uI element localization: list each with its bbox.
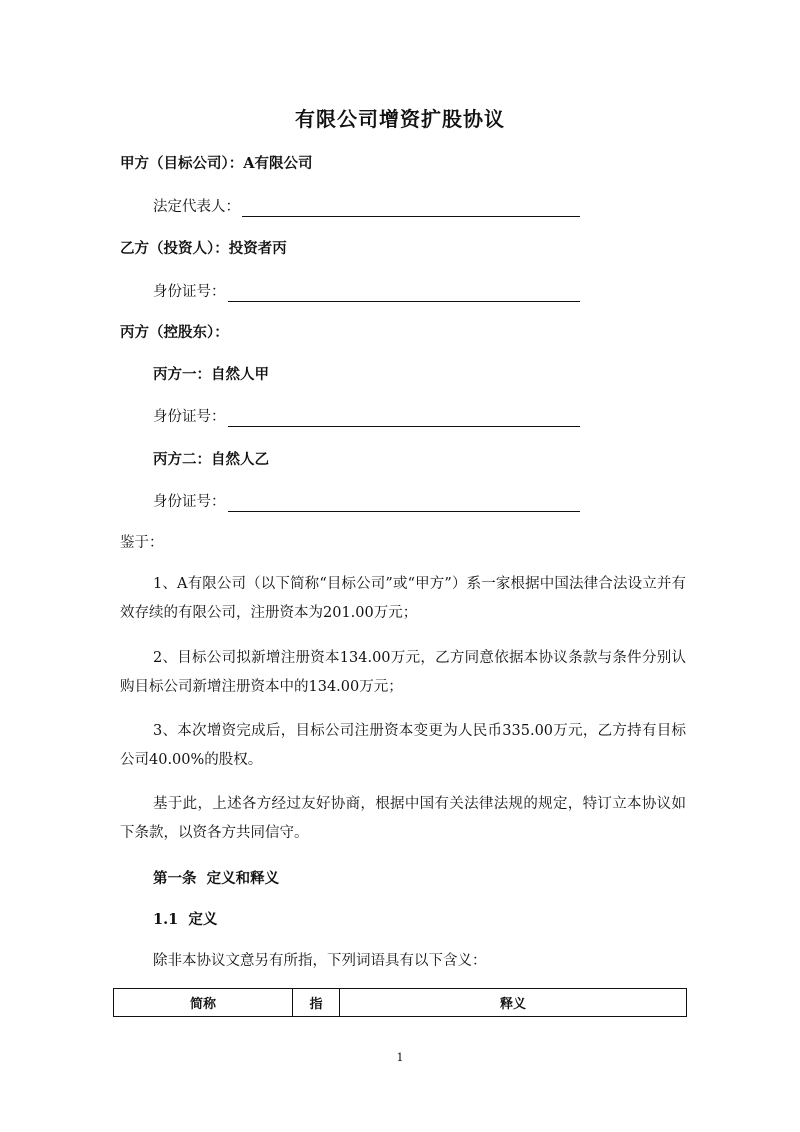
definitions-header-refers: 指 bbox=[293, 989, 340, 1017]
party-b-id-blank bbox=[228, 287, 580, 302]
party-c-sub1-id-blank bbox=[228, 412, 580, 427]
party-b-id-label: 身份证号： bbox=[153, 284, 226, 300]
whereas-item-2: 2、目标公司拟新增注册资本134.00万元，乙方同意依据本协议条款与条件分别认购目标公司新增注册资本中的134.00万元； bbox=[120, 650, 686, 695]
whereas-label: 鉴于： bbox=[120, 535, 164, 551]
whereas-item-1: 1、A有限公司（以下简称“目标公司”或“甲方”）系一家根据中国法律合法设立并有效存续的有限公司，注册资本为201.00万元； bbox=[120, 576, 686, 621]
party-b-id-line bbox=[153, 282, 580, 302]
closing-paragraph: 基于此，上述各方经过友好协商，根据中国有关法律法规的规定，特订立本协议如下条款，以资各方共同信守。 bbox=[120, 796, 686, 841]
party-b-label: 乙方（投资人）：投资者丙 bbox=[120, 240, 287, 257]
definitions-table-header-row bbox=[114, 989, 687, 1017]
party-a-representative-label: 法定代表人： bbox=[153, 199, 240, 215]
party-c-sub2-label: 丙方二：自然人乙 bbox=[153, 451, 269, 468]
party-c-sub2-id-line bbox=[153, 492, 580, 512]
party-c-label: 丙方（控股东）： bbox=[120, 324, 229, 341]
party-c-sub1-id-line bbox=[153, 407, 580, 427]
party-c-sub2-id-label: 身份证号： bbox=[153, 494, 226, 510]
party-a-representative-line bbox=[153, 197, 580, 217]
page-number: 1 bbox=[396, 1051, 404, 1064]
definitions-intro: 除非本协议文意另有所指，下列词语具有以下含义： bbox=[153, 953, 487, 969]
party-c-sub2-id-blank bbox=[228, 497, 580, 512]
definitions-header-abbr: 简称 bbox=[114, 989, 293, 1017]
definitions-table bbox=[113, 988, 687, 1017]
whereas-item-3: 3、本次增资完成后，目标公司注册资本变更为人民币335.00万元，乙方持有目标公司40.00%的股权。 bbox=[120, 723, 686, 768]
party-a-representative-blank bbox=[242, 202, 580, 217]
party-a-label: 甲方（目标公司）：A有限公司 bbox=[120, 155, 313, 172]
document-title: 有限公司增资扩股协议 bbox=[295, 107, 505, 131]
party-c-sub1-id-label: 身份证号： bbox=[153, 409, 226, 425]
party-c-sub1-label: 丙方一：自然人甲 bbox=[153, 366, 269, 383]
article-1-heading: 第一条 定义和释义 bbox=[153, 870, 280, 887]
section-1-1-heading: 1.1 定义 bbox=[153, 911, 218, 928]
definitions-header-meaning: 释义 bbox=[340, 989, 687, 1017]
